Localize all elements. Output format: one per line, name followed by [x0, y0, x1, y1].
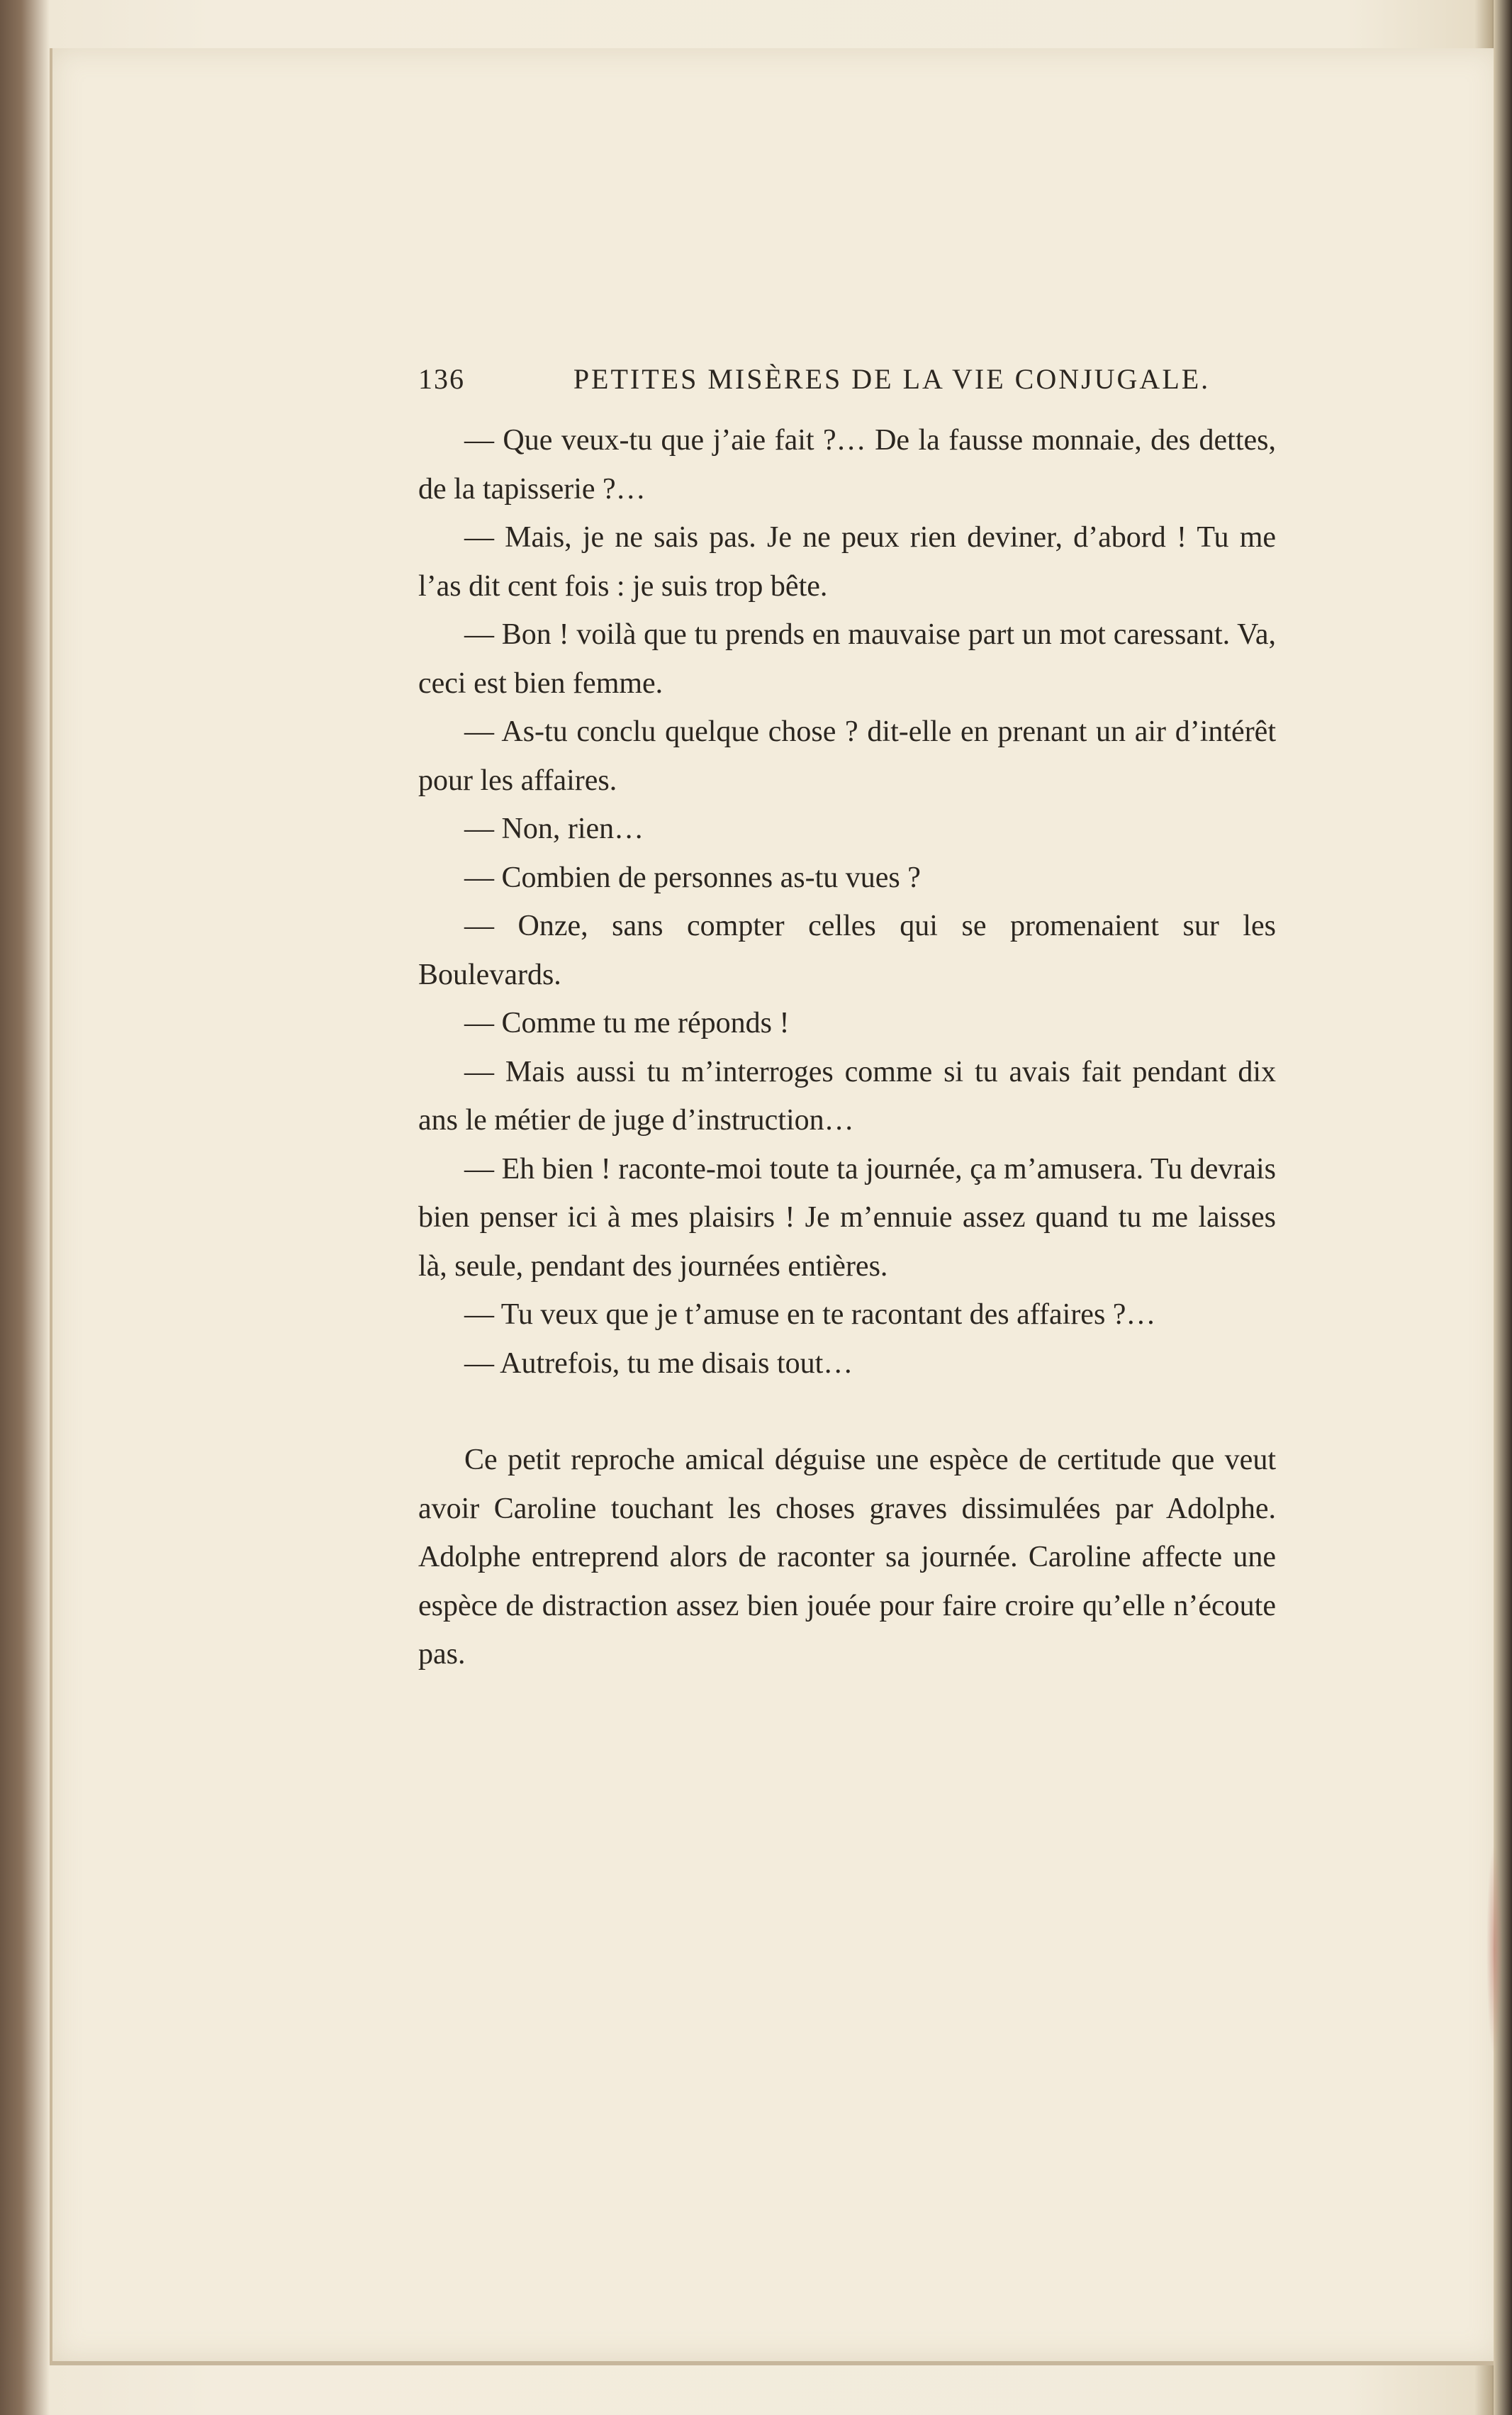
running-header [418, 358, 1276, 401]
page-number: 136 [418, 363, 465, 395]
paper-stain [1486, 1844, 1502, 2056]
dialogue-line: — Mais, je ne sais pas. Je ne peux rien deviner, d’abord ! Tu me l’as dit cent fois : je suis trop bête. [418, 521, 1276, 603]
dialogue-line: — Onze, sans compter celles qui se promenaient sur les Boulevards. [418, 910, 1276, 991]
dialogue-line: — Tu veux que je t’amuse en te racontant des affaires ?… [464, 1298, 1156, 1331]
dialogue-line: — Autrefois, tu me disais tout… [464, 1346, 853, 1380]
dialogue-line: — Bon ! voilà que tu prends en mauvaise part un mot caressant. Va, ceci est bien femme. [418, 618, 1276, 700]
dialogue-line: — Non, rien… [464, 813, 644, 845]
running-title: PETITES MISÈRES DE LA VIE CONJUGALE. [573, 363, 1211, 395]
section-gap [418, 1388, 1276, 1436]
dialogue-line: — Que veux-tu que j’aie fait ?… De la fausse monnaie, des dettes, de la tapisserie ?… [418, 424, 1276, 506]
dialogue-line: — Eh bien ! raconte-moi toute ta journée, ça m’amusera. Tu devrais bien penser ici à mes plaisirs ! Je m’ennuie assez quand tu me laisses là, seule, pendant des journées entières. [418, 1152, 1276, 1283]
narration-paragraph: Ce petit reproche amical déguise une espèce de certitude que veut avoir Caroline touchant les choses graves dissimulées par Adolphe. Adolphe entreprend alors de raconter sa journée. Caroline affecte une espèce de distraction assez bien jouée pour faire croire qu’elle n’écoute pas. [418, 1444, 1276, 1671]
page-content [418, 358, 1276, 1679]
dialogue-line: — Mais aussi tu m’interroges comme si tu avais fait pendant dix ans le métier de juge d’instruction… [418, 1055, 1276, 1137]
dialogue-line: — Comme tu me réponds ! [464, 1007, 790, 1039]
dialogue-line: — Combien de personnes as-tu vues ? [464, 861, 921, 894]
dialogue-line: — As-tu conclu quelque chose ? dit-elle en prenant un air d’intérêt pour les affaires. [418, 715, 1276, 797]
